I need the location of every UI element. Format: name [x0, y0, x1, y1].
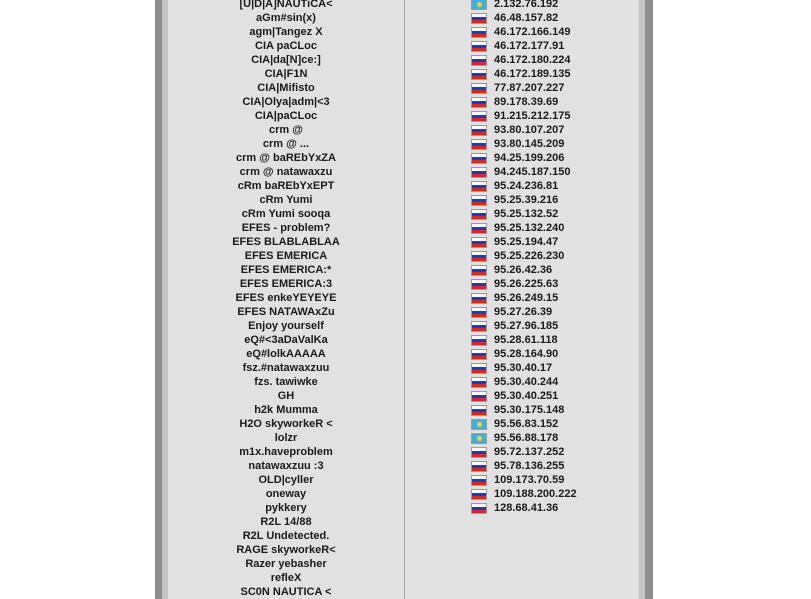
ip-row[interactable] [405, 53, 639, 67]
ip-address: 95.27.96.185 [494, 320, 559, 332]
ip-address: 89.178.39.69 [494, 96, 559, 108]
ip-address: 109.188.200.222 [494, 488, 577, 500]
ip-row[interactable] [405, 375, 639, 389]
ip-address: 95.25.226.230 [494, 250, 565, 262]
ip-row[interactable] [405, 263, 639, 277]
ip-row[interactable] [405, 0, 639, 11]
ip-row[interactable] [405, 319, 639, 333]
player-name-column [168, 0, 404, 599]
ip-address: 46.172.177.91 [494, 40, 565, 52]
ip-address: 94.25.199.206 [494, 152, 565, 164]
ip-row[interactable] [405, 403, 639, 417]
player-name[interactable]: GH [277, 390, 295, 402]
russia-flag-icon [471, 405, 487, 416]
player-name[interactable]: CIA|da[N]ce:] [251, 54, 321, 66]
russia-flag-icon [471, 125, 487, 136]
ip-address: 95.27.26.39 [494, 306, 553, 318]
ip-address: 91.215.212.175 [494, 110, 571, 122]
ip-row[interactable] [405, 417, 639, 431]
player-name[interactable]: natawaxzuu :3 [248, 460, 324, 472]
player-name[interactable]: lolzr [274, 432, 298, 444]
ip-address: 95.28.164.90 [494, 348, 559, 360]
player-name[interactable]: cRm Yumi [259, 194, 313, 206]
ip-address: 95.72.137.252 [494, 446, 565, 458]
russia-flag-icon [471, 279, 487, 290]
player-name[interactable]: CIA|Mifisto [257, 82, 315, 94]
player-name[interactable]: OLD|cyller [258, 474, 314, 486]
ip-row[interactable] [405, 445, 639, 459]
player-name[interactable]: R2L Undetected. [242, 530, 330, 542]
ip-address: 46.172.189.135 [494, 68, 571, 80]
ip-row[interactable] [405, 95, 639, 109]
ip-row[interactable] [405, 277, 639, 291]
ip-address: 109.173.70.59 [494, 474, 565, 486]
ip-address: 46.172.166.149 [494, 26, 571, 38]
player-name[interactable]: h2k Mumma [254, 404, 318, 416]
russia-flag-icon [471, 503, 487, 514]
russia-flag-icon [471, 265, 487, 276]
ip-row[interactable] [405, 207, 639, 221]
russia-flag-icon [471, 475, 487, 486]
ip-row[interactable] [405, 305, 639, 319]
russia-flag-icon [471, 237, 487, 248]
ip-address: 95.28.61.118 [494, 334, 558, 346]
player-name[interactable]: EFES EMERICA [244, 250, 328, 262]
russia-flag-icon [471, 489, 487, 500]
russia-flag-icon [471, 209, 487, 220]
russia-flag-icon [471, 251, 487, 262]
ip-row[interactable] [405, 235, 639, 249]
ip-address: 95.78.136.255 [494, 460, 565, 472]
russia-flag-icon [471, 13, 487, 24]
russia-flag-icon [471, 27, 487, 38]
ip-row[interactable] [405, 249, 639, 263]
player-name[interactable]: RAGE skyworkeR< [236, 544, 336, 556]
player-name[interactable]: EFES EMERICA:* [240, 264, 332, 276]
ip-address: 2.132.76.192 [494, 0, 559, 10]
russia-flag-icon [471, 223, 487, 234]
player-name[interactable]: EFES BLABLABLAA [232, 236, 340, 248]
russia-flag-icon [471, 69, 487, 80]
player-name[interactable]: crm @ [269, 124, 303, 136]
player-name[interactable]: H2O skyworkeR < [239, 418, 333, 430]
russia-flag-icon [471, 195, 487, 206]
ip-address: 94.245.187.150 [494, 166, 571, 178]
russia-flag-icon [471, 321, 487, 332]
ip-row[interactable] [405, 81, 639, 95]
russia-flag-icon [471, 83, 487, 94]
player-name[interactable]: refleX [270, 572, 302, 584]
player-name[interactable]: EFES - problem? [241, 222, 331, 234]
player-name[interactable]: m1x.haveproblem [239, 446, 333, 458]
player-name[interactable]: crm @ natawaxzu [239, 166, 333, 178]
player-name[interactable]: EFES EMERICA:3 [239, 278, 333, 290]
ip-address: 95.25.132.52 [494, 208, 559, 220]
kazakhstan-flag-icon [471, 0, 487, 10]
ip-row[interactable] [405, 501, 639, 515]
ip-row[interactable] [405, 347, 639, 361]
player-name[interactable]: [U|D|A]NAUTiCA< [239, 0, 333, 10]
player-name[interactable]: pykkery [265, 502, 307, 514]
ip-address: 93.80.145.209 [494, 138, 565, 150]
russia-flag-icon [471, 391, 487, 402]
ip-row[interactable] [405, 473, 639, 487]
player-name[interactable]: CIA|Olya|adm|<3 [242, 96, 330, 108]
russia-flag-icon [471, 461, 487, 472]
player-name[interactable]: crm @ baREbYxZA [236, 152, 336, 164]
ip-row[interactable] [405, 459, 639, 473]
player-name[interactable]: R2L 14/88 [260, 516, 312, 528]
ip-row[interactable] [405, 25, 639, 39]
ip-address: 46.48.157.82 [494, 12, 559, 24]
russia-flag-icon [471, 41, 487, 52]
russia-flag-icon [471, 447, 487, 458]
ip-address: 77.87.207.227 [494, 82, 565, 94]
russia-flag-icon [471, 111, 487, 122]
ip-row[interactable] [405, 193, 639, 207]
player-name[interactable]: eQ#<3aDaValKa [244, 334, 328, 346]
ip-address: 128.68.41.36 [494, 502, 559, 514]
russia-flag-icon [471, 167, 487, 178]
russia-flag-icon [471, 139, 487, 150]
russia-flag-icon [471, 335, 487, 346]
player-name[interactable]: EFES enkeYEYEYE [235, 292, 337, 304]
russia-flag-icon [471, 377, 487, 388]
player-name[interactable]: crm @ ... [262, 138, 310, 150]
player-name[interactable]: CIA|F1N [264, 68, 308, 80]
player-name[interactable]: Razer yebasher [245, 558, 327, 570]
player-name[interactable]: eQ#lolkAAAAA [246, 348, 326, 360]
player-name[interactable]: Enjoy yourself [248, 320, 324, 332]
ip-row[interactable] [405, 39, 639, 53]
ip-address: 95.30.40.251 [494, 390, 559, 402]
ip-address: 95.25.132.240 [494, 222, 565, 234]
player-name[interactable]: CIA|paCLoc [254, 110, 318, 122]
ip-row[interactable] [405, 137, 639, 151]
ip-address: 95.25.194.47 [494, 236, 559, 248]
player-name[interactable]: CIA paCLoc [255, 40, 317, 52]
ip-address: 95.25.39.216 [494, 194, 559, 206]
ip-address: 95.30.40.244 [494, 376, 559, 388]
ip-address: 95.26.225.63 [494, 278, 559, 290]
ip-row[interactable] [405, 123, 639, 137]
ip-address: 46.172.180.224 [494, 54, 571, 66]
player-name[interactable]: aGm#sin(x) [256, 12, 316, 24]
ip-address: 95.26.42.36 [494, 264, 553, 276]
russia-flag-icon [471, 349, 487, 360]
ip-row[interactable] [405, 221, 639, 235]
player-name[interactable]: fsz.#natawaxzuu [242, 362, 330, 374]
ip-address: 95.26.249.15 [494, 292, 559, 304]
ip-row[interactable] [405, 361, 639, 375]
russia-flag-icon [471, 153, 487, 164]
player-name[interactable]: agm|Tangez X [249, 26, 323, 38]
ip-row[interactable] [405, 487, 639, 501]
ip-address: 95.24.236.81 [494, 180, 559, 192]
russia-flag-icon [471, 293, 487, 304]
russia-flag-icon [471, 181, 487, 192]
ip-address-column [405, 0, 639, 515]
player-name[interactable]: cRm Yumi sooqa [241, 208, 331, 220]
ip-row[interactable] [405, 165, 639, 179]
ip-address: 95.56.88.178 [494, 432, 559, 444]
player-name[interactable]: cRm baREbYxEPT [237, 180, 335, 192]
right-border-outer [645, 0, 653, 599]
ip-row[interactable] [405, 109, 639, 123]
player-name[interactable]: SC0N NAUTICA < [240, 586, 332, 598]
player-name[interactable]: fzs. tawiwke [254, 376, 318, 388]
ip-row[interactable] [405, 431, 639, 445]
ip-row[interactable] [405, 291, 639, 305]
ip-address: 95.30.175.148 [494, 404, 565, 416]
russia-flag-icon [471, 97, 487, 108]
ip-address: 95.30.40.17 [494, 362, 553, 374]
ip-row[interactable] [405, 333, 639, 347]
player-name[interactable]: oneway [265, 488, 307, 500]
ip-row[interactable] [405, 67, 639, 81]
ip-row[interactable] [405, 11, 639, 25]
kazakhstan-flag-icon [471, 433, 487, 444]
kazakhstan-flag-icon [471, 419, 487, 430]
ip-address: 93.80.107.207 [494, 124, 565, 136]
russia-flag-icon [471, 307, 487, 318]
left-border-outer [155, 0, 162, 599]
player-name[interactable]: EFES NATAWAxZu [237, 306, 335, 318]
russia-flag-icon [471, 363, 487, 374]
ip-address: 95.56.83.152 [494, 418, 559, 430]
player-list-panel [168, 0, 639, 599]
russia-flag-icon [471, 55, 487, 66]
ip-row[interactable] [405, 151, 639, 165]
ip-row[interactable] [405, 179, 639, 193]
ip-row[interactable] [405, 389, 639, 403]
